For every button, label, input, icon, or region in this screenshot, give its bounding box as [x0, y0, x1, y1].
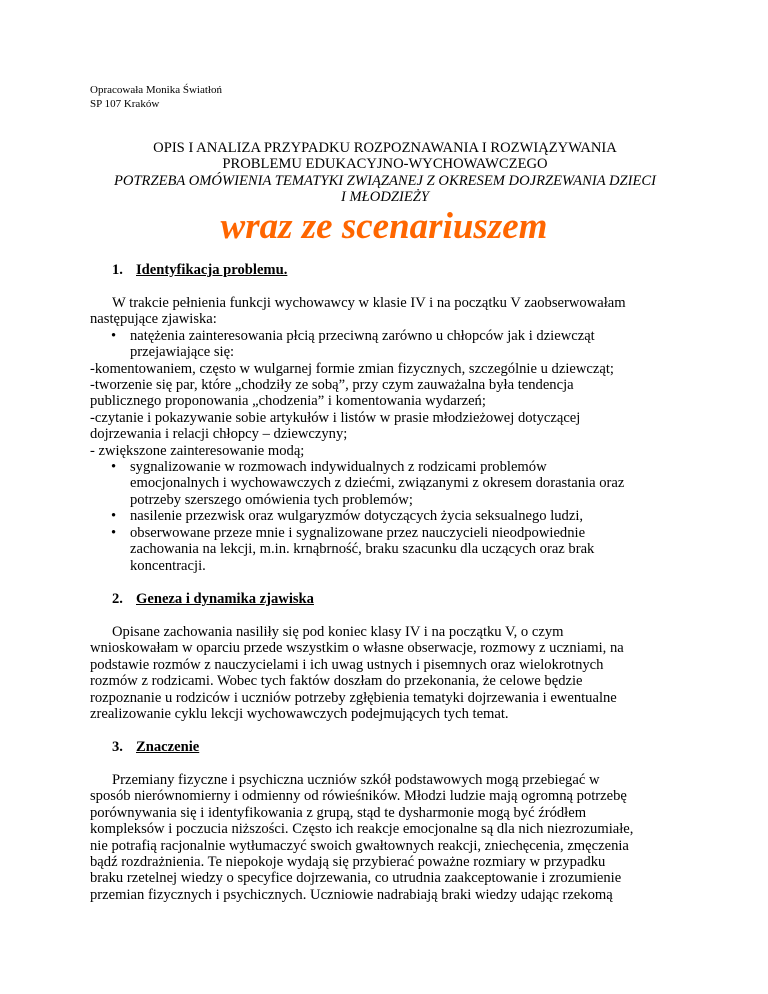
- bullet-item: • sygnalizowanie w rozmowach indywidualnych z rodzicami problemów: [111, 459, 547, 476]
- school-name: SP 107 Kraków: [90, 98, 160, 110]
- paragraph-line: Opisane zachowania nasiliły się pod koniec klasy IV i na początku V, o czym: [112, 624, 564, 640]
- section-number: 3.: [112, 739, 123, 755]
- bullet-item: • natężenia zainteresowania płcią przeciwną zarówno u chłopców jak i dziewcząt: [111, 327, 595, 344]
- section-heading-2: [112, 591, 314, 608]
- paragraph-line: nie potrafią racjonalnie wytłumaczyć swoich gwałtownych reakcji, zniechęcenia, zmęczenia: [90, 837, 629, 854]
- bullet-item: • obserwowane przeze mnie i sygnalizowane przez nauczycieli nieodpowiednie: [111, 524, 586, 541]
- section-1-body: [90, 295, 690, 574]
- bullet-continuation: przejawiające się:: [130, 344, 235, 361]
- paragraph-line: zrealizowanie cyklu lekcji wychowawczych podejmujących tych temat.: [90, 706, 509, 723]
- bullet-icon: •: [111, 327, 117, 344]
- paragraph-line: -komentowaniem, często w wulgarnej formie zmian fizycznych, szczególnie u dziewcząt;: [90, 360, 614, 377]
- paragraph-line: podstawie rozmów z nauczycielami i ich uwag ustnych i pisemnych oraz wielokrotnych: [90, 656, 604, 673]
- section-heading-1: [112, 262, 287, 279]
- bullet-icon: •: [111, 508, 117, 525]
- paragraph-line: przemian fizycznych i psychicznych. Uczniowie nadrabiają braki wiedzy udając rzekomą: [90, 886, 613, 903]
- paragraph-line: W trakcie pełnienia funkcji wychowawcy w klasie IV i na początku V zaobserwowałam: [112, 295, 626, 311]
- section-number: 1.: [112, 262, 123, 278]
- title-line: OPIS I ANALIZA PRZYPADKU ROZPOZNAWANIA I ROZWIĄZYWANIA: [153, 140, 617, 156]
- paragraph-line: publicznego proponowania „chodzenia” i komentowania wydarzeń;: [90, 393, 486, 410]
- paragraph-line: sposób nierównomierny i odmienny od rówieśników. Młodzi ludzie mają ogromną potrzebę: [90, 788, 627, 805]
- subtitle-line: I MŁODZIEŻY: [341, 189, 429, 206]
- bullet-continuation: potrzeby szerszego omówienia tych problemów;: [130, 491, 413, 508]
- paragraph-line: następujące zjawiska:: [90, 311, 217, 328]
- bullet-item: • nasilenie przezwisk oraz wulgaryzmów dotyczących życia seksualnego ludzi,: [111, 508, 584, 525]
- paragraph-line: dojrzewania i relacji chłopcy – dziewczyny;: [90, 426, 348, 443]
- paragraph-line: bądź rozdrażnienia. Te niepokoje wydają się przybierać poważne rozmiary w przypadku: [90, 854, 606, 871]
- section-3-body: [90, 772, 690, 903]
- section-number: 2.: [112, 591, 123, 607]
- paragraph-line: Przemiany fizyczne i psychiczna uczniów szkół podstawowych mogą przebiegać w: [112, 772, 600, 788]
- bullet-icon: •: [111, 524, 117, 541]
- section-heading-3: [112, 739, 199, 756]
- document-title: [90, 140, 680, 206]
- paragraph-line: -tworzenie się par, które „chodziły ze sobą”, przy czym zauważalna była tendencja: [90, 377, 574, 394]
- author-name: Opracowała Monika Światłoń: [90, 84, 222, 96]
- paragraph-line: porównywania się i identyfikowania z grupą, stąd te dysharmonie mogą być źródłem: [90, 804, 587, 821]
- section-title: Identyfikacja problemu.: [136, 262, 288, 278]
- section-2-body: [90, 624, 690, 722]
- scenario-heading: wraz ze scenariuszem: [220, 206, 548, 247]
- bullet-continuation: zachowania na lekcji, m.in. krnąbrność, braku szacunku dla uczących oraz brak: [130, 541, 595, 558]
- section-title: Znaczenie: [136, 739, 200, 755]
- paragraph-line: braku rzetelnej wiedzy o specyfice dojrzewania, co utrudnia zaakceptowanie i zrozumienie: [90, 870, 622, 887]
- paragraph-line: wnioskowałam w oparciu przede wszystkim o własne obserwacje, rozmowy z uczniami, na: [90, 640, 624, 657]
- paragraph-line: - zwiększone zainteresowanie modą;: [90, 442, 305, 459]
- section-title: Geneza i dynamika zjawiska: [136, 591, 314, 607]
- paragraph-line: -czytanie i pokazywanie sobie artykułów i listów w prasie młodzieżowej dotyczącej: [90, 409, 581, 426]
- paragraph-line: kompleksów i poczucia niższości. Często ich reakcje emocjonalne są dla nich niezrozumiałe,: [90, 821, 634, 838]
- paragraph-line: rozmów z rodzicami. Wobec tych faktów doszłam do przekonania, że celowe będzie: [90, 673, 583, 690]
- paragraph-line: rozpoznanie u rodziców i uczniów potrzeby zgłębienia tematyki dojrzewania i ewentualne: [90, 689, 617, 706]
- author-block: [90, 83, 222, 111]
- bullet-icon: •: [111, 459, 117, 476]
- title-line: PROBLEMU EDUKACYJNO-WYCHOWAWCZEGO: [222, 156, 548, 173]
- bullet-continuation: emocjonalnych i wychowawczych z dziećmi, związanymi z okresem dorastania oraz: [130, 475, 625, 492]
- subtitle-line: POTRZEBA OMÓWIENIA TEMATYKI ZWIĄZANEJ Z OKRESEM DOJRZEWANIA DZIECI: [113, 172, 657, 189]
- bullet-continuation: koncentracji.: [130, 557, 206, 574]
